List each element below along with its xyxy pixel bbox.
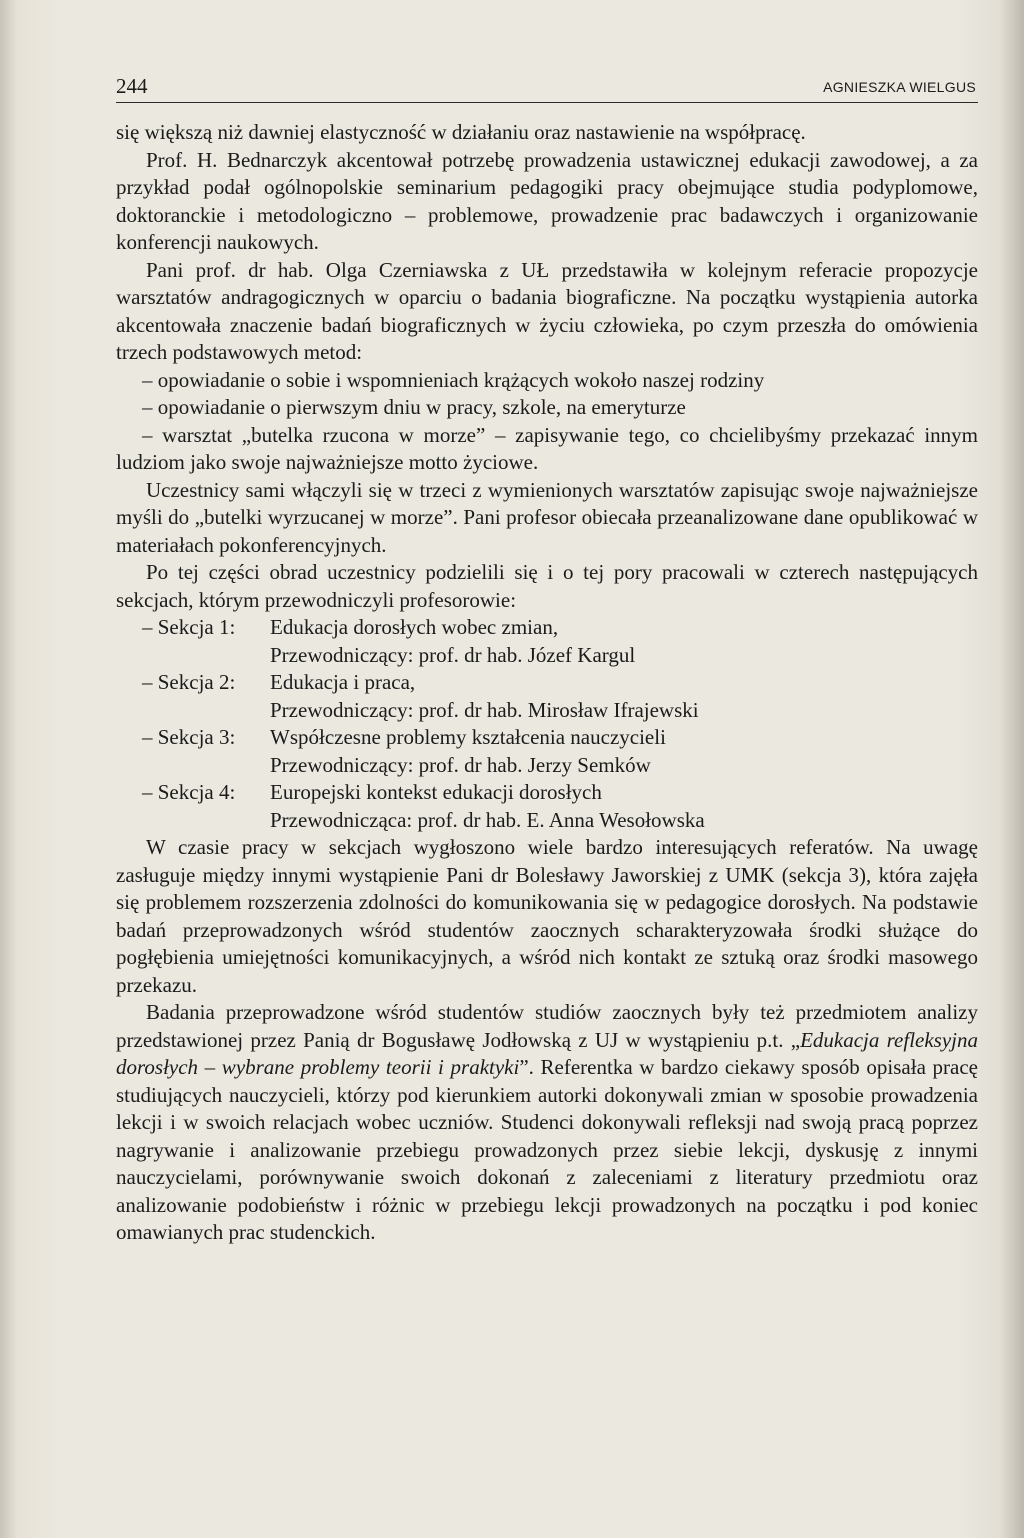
body-text — [116, 119, 978, 1247]
section-chair: Przewodnicząca: prof. dr hab. E. Anna Wesołowska — [270, 807, 705, 832]
section-topic: Edukacja dorosłych wobec zmian, — [270, 615, 559, 639]
section-item — [116, 779, 978, 807]
section-topic: Europejski kontekst edukacji dorosłych — [270, 780, 602, 804]
section-topic: Edukacja i praca, — [270, 670, 416, 694]
section-item — [116, 724, 978, 752]
page-number: 244 — [116, 74, 148, 98]
paper-title: Edukacja refleksyjna dorosłych – wybrane problemy teorii i praktyki — [116, 1027, 978, 1079]
page-header — [116, 74, 978, 103]
paragraph: Prof. H. Bednarczyk akcentował potrzebę prowadzenia ustawicznej edukacji zawodowej, a za przykład podał ogólnopolskie seminarium pedagogiki pracy obejmujące studia podyplomowe, doktoranckie i metodologiczno – problemowe, prowadzenie prac badawczych i organizowanie konferencji naukowych. — [116, 147, 978, 254]
paragraph: Po tej części obrad uczestnicy podzielili się i o tej pory pracowali w czterech następujących sekcjach, którym przewodniczyli profesorowie: — [116, 560, 978, 612]
section-topic: Współczesne problemy kształcenia nauczycieli — [270, 725, 666, 749]
sections-list — [116, 614, 978, 834]
list-item: – opowiadanie o pierwszym dniu w pracy, szkole, na emeryturze — [142, 395, 686, 419]
section-chair: Przewodniczący: prof. dr hab. Józef Kargul — [270, 642, 636, 667]
section-label: – Sekcja 3: — [142, 725, 236, 749]
list-item: – opowiadanie o sobie i wspomnieniach krążących wokoło naszej rodziny — [142, 367, 765, 392]
section-label: – Sekcja 4: — [142, 780, 236, 804]
paragraph: Uczestnicy sami włączyli się w trzeci z wymienionych warsztatów zapisując swoje najważniejsze myśli do „butelki wyrzucanej w morze”. Pani profesor obiecała przeanalizowane dane opublikować w materiałach pokonferencyjnych. — [116, 477, 978, 557]
paragraph: W czasie pracy w sekcjach wygłoszono wiele bardzo interesujących referatów. Na uwagę zasługuje między innymi wystąpienie Pani dr Bolesławy Jaworskiej z UMK (sekcja 3), która zajęła się problemem rozszerzenia zdolności do komunikowania się w pedagogice dorosłych. Na podstawie badań przeprowadzonych wśród studentów zaocznych scharakteryzowała środki służące do pogłębienia umiejętności komunikacyjnych, a wśród nich kontakt ze sztuką oraz środki masowego przekazu. — [116, 835, 978, 997]
paragraph-text: Badania przeprowadzone wśród studentów studiów zaocznych były też przedmiotem analizy przedstawionej przez Panią dr Bogusławę Jodłowską z UJ w wystąpieniu p.t. „ — [116, 1000, 978, 1052]
list-item: – warsztat „butelka rzucona w morze” – zapisywanie tego, co chcielibyśmy przekazać innym ludziom jako swoje najważniejsze motto życiowe. — [116, 422, 978, 474]
section-chair: Przewodniczący: prof. dr hab. Jerzy Semków — [270, 752, 651, 777]
section-label: – Sekcja 2: — [142, 670, 236, 694]
section-item — [116, 669, 978, 697]
running-head: AGNIESZKA WIELGUS — [823, 79, 976, 95]
paragraph: się większą niż dawniej elastyczność w działaniu oraz nastawienie na współpracę. — [116, 120, 806, 144]
section-chair: Przewodniczący: prof. dr hab. Mirosław Ifrajewski — [270, 697, 699, 722]
paragraph — [116, 999, 978, 1247]
section-label: – Sekcja 1: — [142, 615, 236, 639]
section-item — [116, 614, 978, 642]
paragraph: Pani prof. dr hab. Olga Czerniawska z UŁ przedstawiła w kolejnym referacie propozycje warsztatów andragogicznych w oparciu o badania biograficzne. Na początku wystąpienia autorka akcentowała znaczenie badań biograficznych w życiu człowieka, po czym przeszła do omówienia trzech podstawowych metod: — [116, 257, 978, 364]
paragraph-text: ”. Referentka w bardzo ciekawy sposób opisała pracę studiujących nauczycieli, którzy pod kierunkiem autorki dokonywali zmian w sposobie prowadzenia lekcji i w swoich relacjach wobec uczniów. Studenci dokonywali refleksji nad swoją pracą poprzez nagrywanie i analizowanie przebiegu prowadzonych przez siebie lekcji, dyskusję z innymi nauczycielami, porównywanie swoich dokonań z zaleceniami z literatury przedmiotu oraz analizowanie podobieństw i różnic w przebiegu lekcji prowadzonych na początku i pod koniec omawianych prac studenckich. — [116, 1055, 978, 1244]
